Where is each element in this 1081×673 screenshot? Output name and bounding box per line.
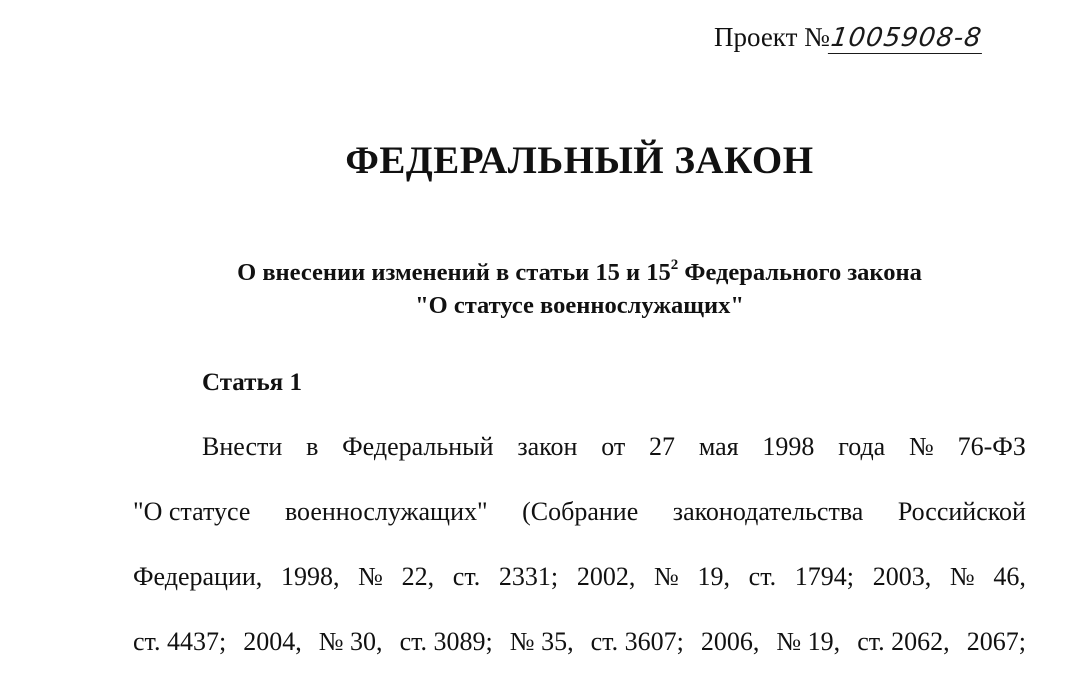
body-word: 2002, [576, 562, 636, 591]
article-heading: Статья 1 [202, 369, 302, 396]
body-word: 2004, [243, 627, 302, 656]
body-word: № 30, [318, 627, 383, 656]
body-word: Федерации, [133, 562, 263, 591]
subtitle-text-after: Федерального закона [678, 259, 922, 286]
body-word: военнослужащих" [284, 497, 488, 526]
body-word: в [306, 432, 319, 461]
body-word: № [654, 562, 679, 591]
body-word: ст. 4437; [133, 627, 227, 656]
body-word: закон [517, 432, 578, 461]
body-word: 2331; [498, 562, 559, 591]
body-word: "О статусе [133, 497, 251, 526]
subtitle-line-1 [78, 256, 1081, 289]
body-word: законодательства [672, 497, 864, 526]
body-word: 46, [993, 562, 1026, 591]
body-word: Российской [897, 497, 1026, 526]
body-line-1 [202, 432, 1026, 462]
body-word: (Собрание [522, 497, 639, 526]
body-word: 1998 [762, 432, 815, 461]
body-word: 76-ФЗ [957, 432, 1026, 461]
body-word: ст. 3607; [590, 627, 684, 656]
body-word: № [358, 562, 383, 591]
body-word: ст. 3089; [399, 627, 493, 656]
body-word: № [949, 562, 975, 591]
body-word: 22, [401, 562, 435, 591]
body-word: 27 [649, 432, 676, 461]
body-line-3 [133, 562, 1026, 592]
body-word: ст. [452, 562, 481, 591]
body-word: 1794; [794, 562, 855, 591]
body-word: № [909, 432, 934, 461]
body-word: мая [698, 432, 739, 461]
project-number-handwritten: 1005908-8 [828, 23, 984, 53]
body-word: Внести [202, 432, 283, 461]
body-word: 19, [697, 562, 730, 591]
project-label: Проект № [714, 22, 830, 52]
body-word: от [601, 432, 626, 461]
body-word: Федеральный [342, 432, 494, 461]
body-line-4 [133, 627, 1026, 657]
body-word: № 19, [776, 627, 841, 656]
body-line-2 [133, 497, 1026, 527]
subtitle-superscript: 2 [670, 256, 679, 273]
document-title: ФЕДЕРАЛЬНЫЙ ЗАКОН [345, 139, 814, 182]
body-word: № 35, [509, 627, 574, 656]
body-word: года [838, 432, 886, 461]
body-word: ст. 2062, [857, 627, 950, 656]
body-word: 2006, [700, 627, 760, 656]
body-word: 2067; [966, 627, 1026, 656]
body-word: 1998, [280, 562, 340, 591]
subtitle-line-2: "О статусе военнослужащих" [415, 292, 744, 319]
subtitle-text-before: О внесении изменений в статьи 15 и 15 [237, 259, 671, 286]
body-word: 2003, [872, 562, 932, 591]
project-number-line [714, 22, 984, 54]
document-subtitle [0, 256, 1081, 322]
body-word: ст. [748, 562, 777, 591]
